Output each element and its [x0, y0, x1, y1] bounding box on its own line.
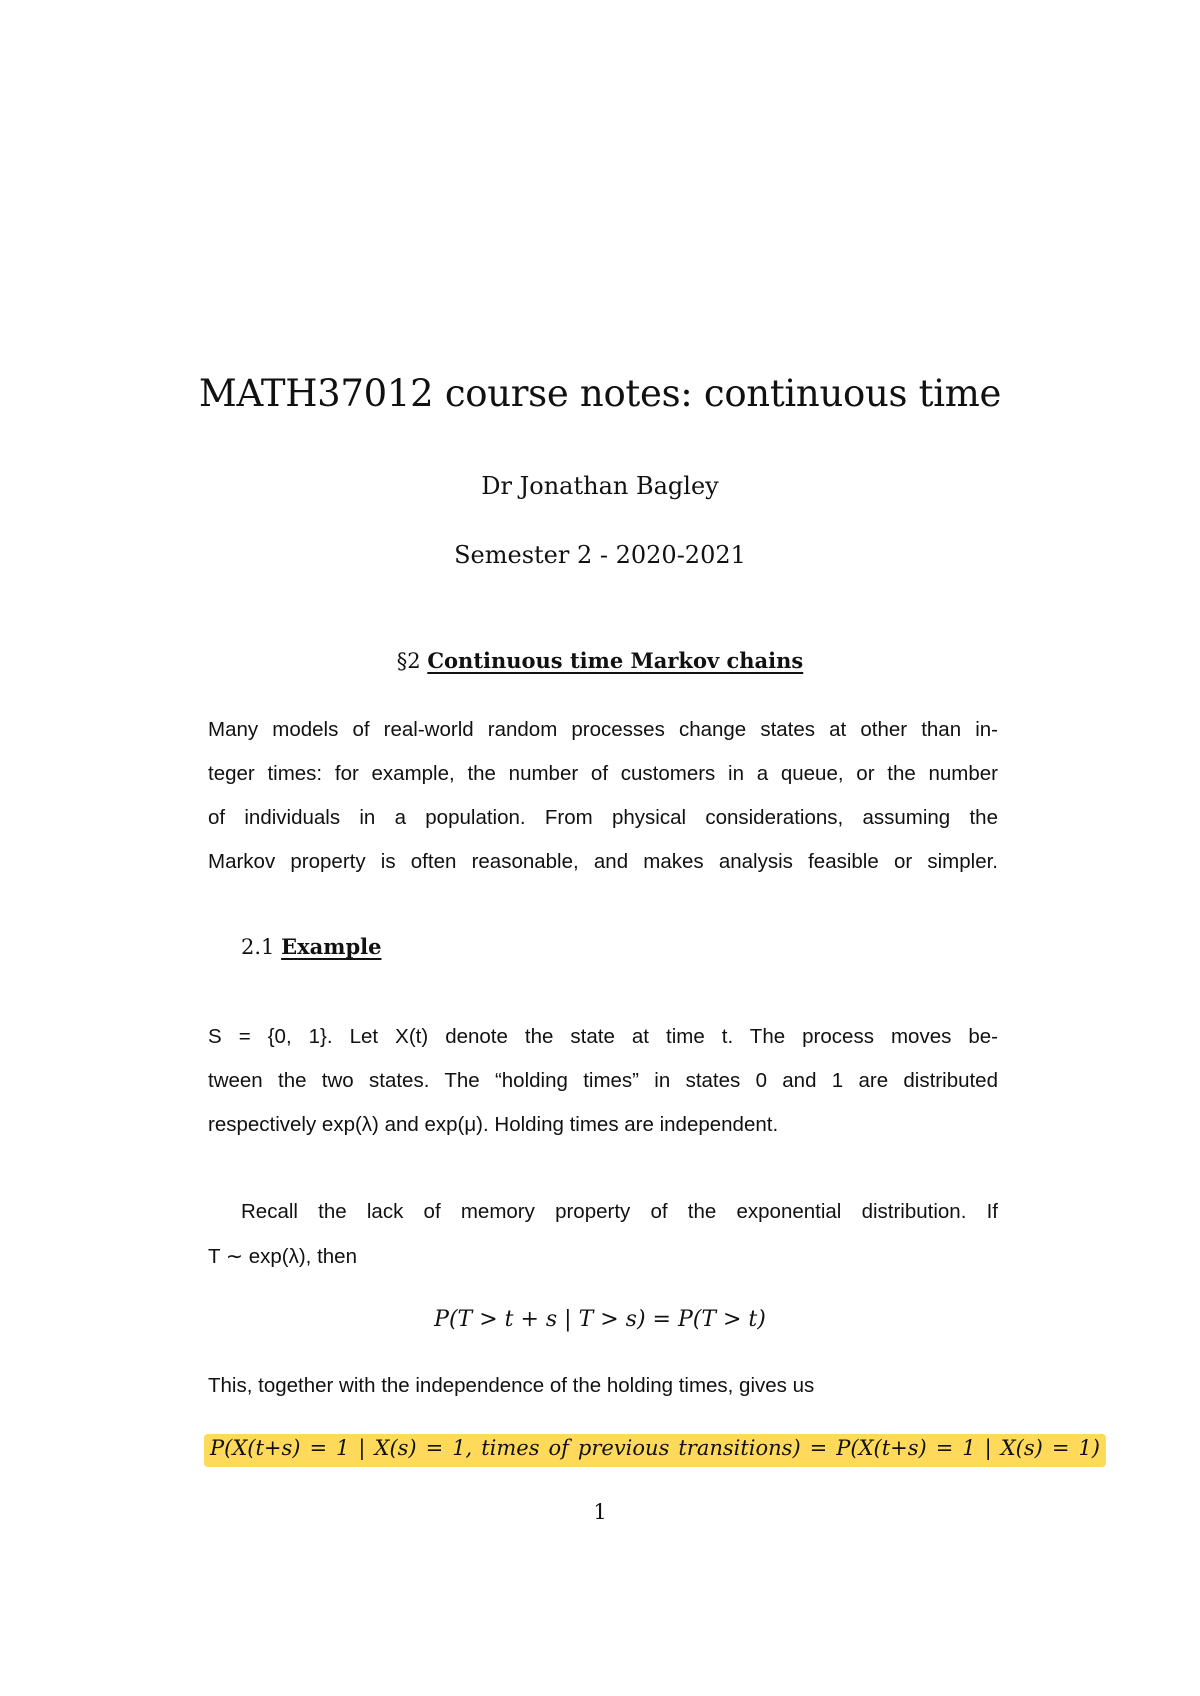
- memory-line-1: Recall the lack of memory property of the exponential distribution. If: [241, 1200, 998, 1223]
- section-title: Continuous time Markov chains: [427, 648, 804, 673]
- intro-line-4: Markov property is often reasonable, and makes analysis feasible or simpler.: [208, 850, 998, 873]
- memory-equation: P(T > t + s | T > s) = P(T > t): [434, 1307, 766, 1332]
- document-title: MATH37012 course notes: continuous time: [198, 372, 1002, 415]
- together-line: This, together with the independence of the holding times, gives us: [208, 1374, 815, 1397]
- example-line-1: S = {0, 1}. Let X(t) denote the state at time t. The process moves be-: [208, 1025, 998, 1048]
- intro-line-1: Many models of real-world random processes change states at other than in-: [208, 718, 998, 741]
- document-semester: Semester 2 - 2020-2021: [454, 541, 746, 569]
- document-author: Dr Jonathan Bagley: [481, 472, 719, 500]
- highlighted-markov-equation: P(X(t+s) = 1 | X(s) = 1, times of previous transitions) = P(X(t+s) = 1 | X(s) = 1): [204, 1434, 1106, 1467]
- example-heading: [241, 934, 381, 959]
- example-number: 2.1: [241, 935, 275, 959]
- example-line-3: respectively exp(λ) and exp(μ). Holding times are independent.: [208, 1113, 779, 1136]
- section-number: §2: [396, 649, 421, 673]
- section-heading: [0, 648, 1200, 673]
- example-line-2: tween the two states. The “holding times” in states 0 and 1 are distributed: [208, 1069, 998, 1092]
- intro-line-3: of individuals in a population. From physical considerations, assuming the: [208, 806, 998, 829]
- memory-line-2: T ∼ exp(λ), then: [208, 1245, 357, 1268]
- intro-line-2: teger times: for example, the number of customers in a queue, or the number: [208, 762, 998, 785]
- example-title: Example: [281, 934, 382, 959]
- page-number: 1: [593, 1500, 607, 1524]
